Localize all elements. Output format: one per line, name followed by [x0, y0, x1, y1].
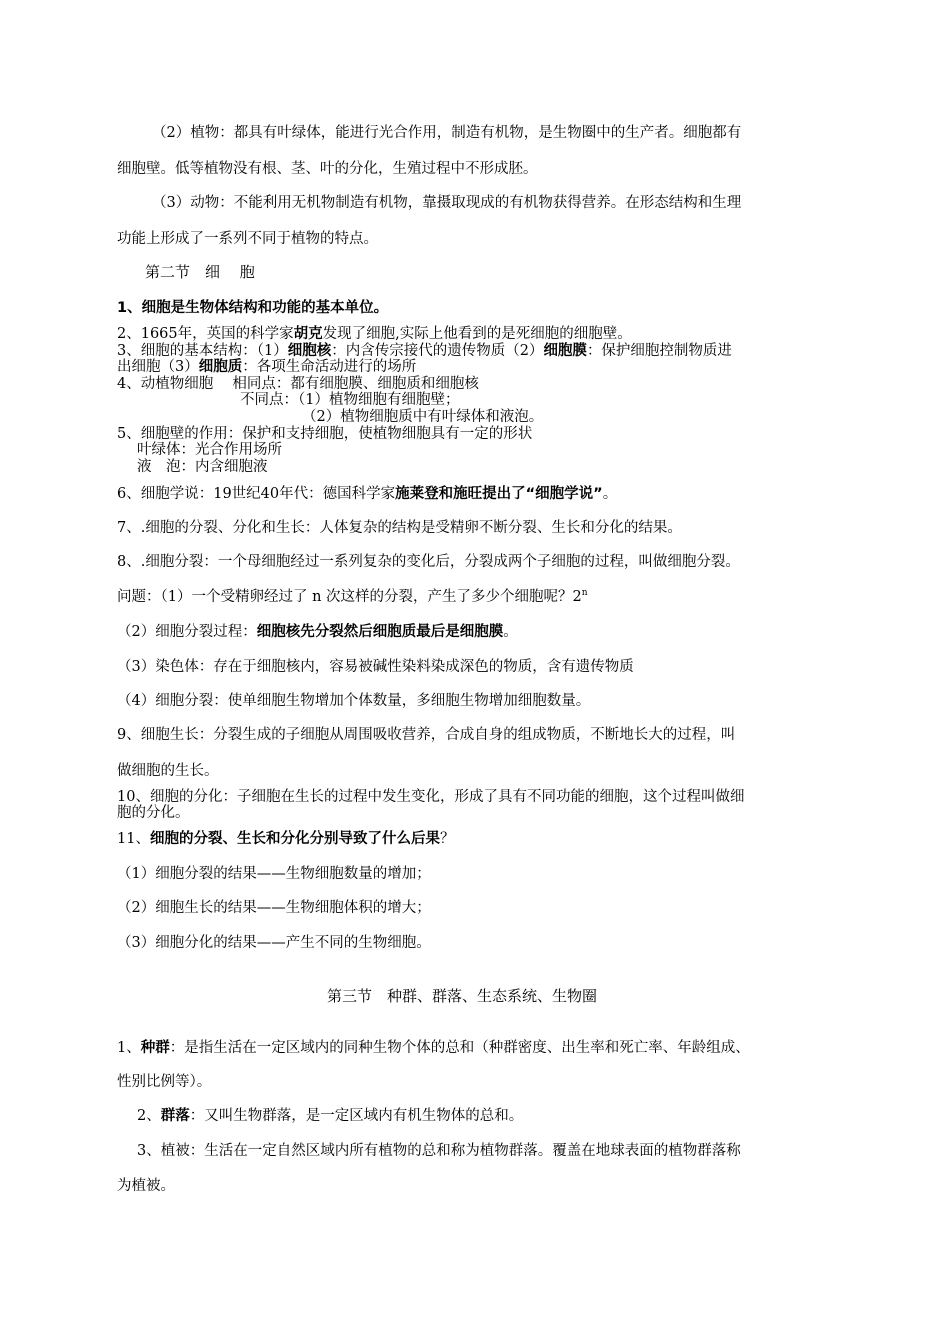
cell-p10-line-1: 10、细胞的分化：子细胞在生长的过程中发生变化，形成了具有不同功能的细胞，这个过程叫做细	[117, 789, 745, 805]
cell-question-2: （2）细胞分裂过程：细胞核先分裂然后细胞质最后是细胞膜。	[117, 624, 518, 640]
cell-p1: 1、细胞是生物体结构和功能的基本单位。	[117, 300, 389, 316]
eco-p2: 2、群落：又叫生物群落，是一定区域内有机生物体的总和。	[137, 1108, 524, 1124]
section-3-title: 第三节 种群、群落、生态系统、生物圈	[327, 987, 598, 1005]
cell-p10-line-2: 胞的分化。	[117, 805, 190, 821]
cell-p3-line-2: 出细胞（3）细胞质：各项生命活动进行的场所	[117, 359, 417, 375]
cell-p3-line-1: 3、细胞的基本结构：（1）细胞核：内含传宗接代的遗传物质（2）细胞膜：保护细胞控制物质进	[117, 343, 732, 359]
cell-p7: 7、.细胞的分裂、分化和生长：人体复杂的结构是受精卵不断分裂、生长和分化的结果。	[117, 520, 682, 536]
cell-p9-line-1: 9、细胞生长：分裂生成的子细胞从周围吸收营养，合成自身的组成物质，不断地长大的过程，叫	[117, 727, 736, 743]
cell-p5-line-1: 5、细胞壁的作用：保护和支持细胞，使植物细胞具有一定的形状	[117, 426, 533, 442]
eco-p1-line-2: 性别比例等）。	[117, 1074, 212, 1090]
cell-result-1: （1）细胞分裂的结果——生物细胞数量的增加；	[117, 866, 431, 882]
eco-p3-line-1: 3、植被：生活在一定自然区域内所有植物的总和称为植物群落。覆盖在地球表面的植物群落称	[137, 1143, 741, 1159]
cell-question-1: 问题：（1）一个受精卵经过了 n 次这样的分裂，产生了多少个细胞呢？2$^n$	[117, 588, 588, 605]
cell-p5-line-2: 叶绿体：光合作用场所	[137, 442, 282, 458]
cell-p4-line-2: 不同点：（1）植物细胞有细胞壁；	[240, 392, 460, 408]
section-2-title: 第二节 细 胞	[145, 263, 255, 281]
cell-p6: 6、细胞学说：19世纪40年代：德国科学家施莱登和施旺提出了“细胞学说”。	[117, 486, 618, 502]
cell-result-3: （3）细胞分化的结果——产生不同的生物细胞。	[117, 935, 431, 951]
cell-p2: 2、1665年，英国的科学家胡克发现了细胞,实际上他看到的是死细胞的细胞壁。	[117, 326, 632, 342]
cell-question-4: （4）细胞分裂：使单细胞生物增加个体数量，多细胞生物增加细胞数量。	[117, 693, 591, 709]
cell-p5-line-3: 液 泡：内含细胞液	[137, 459, 268, 475]
eco-p3-line-2: 为植被。	[117, 1178, 175, 1194]
plants-line-2: 细胞壁。低等植物没有根、茎、叶的分化，生殖过程中不形成胚。	[117, 161, 538, 177]
plants-line-1: （2）植物：都具有叶绿体，能进行光合作用，制造有机物，是生物圈中的生产者。细胞都有	[152, 125, 742, 141]
eco-p1-line-1: 1、种群：是指生活在一定区域内的同种生物个体的总和（种群密度、出生率和死亡率、年龄组成、	[117, 1040, 750, 1056]
cell-p4-line-3: （2）植物细胞质中有叶绿体和液泡。	[302, 409, 544, 425]
cell-question-3: （3）染色体：存在于细胞核内，容易被碱性染料染成深色的物质，含有遗传物质	[117, 659, 634, 675]
cell-p9-line-2: 做细胞的生长。	[117, 763, 219, 779]
cell-p4-line-1: 4、动植物细胞 相同点：都有细胞膜、细胞质和细胞核	[117, 376, 479, 392]
cell-p11: 11、细胞的分裂、生长和分化分别导致了什么后果？	[117, 831, 455, 847]
cell-result-2: （2）细胞生长的结果——生物细胞体积的增大；	[117, 900, 431, 916]
animals-line-2: 功能上形成了一系列不同于植物的特点。	[117, 231, 378, 247]
animals-line-1: （3）动物：不能利用无机物制造有机物，靠摄取现成的有机物获得营养。在形态结构和生理	[152, 195, 742, 211]
cell-p8: 8、.细胞分裂：一个母细胞经过一系列复杂的变化后，分裂成两个子细胞的过程，叫做细胞分裂。	[117, 554, 740, 570]
